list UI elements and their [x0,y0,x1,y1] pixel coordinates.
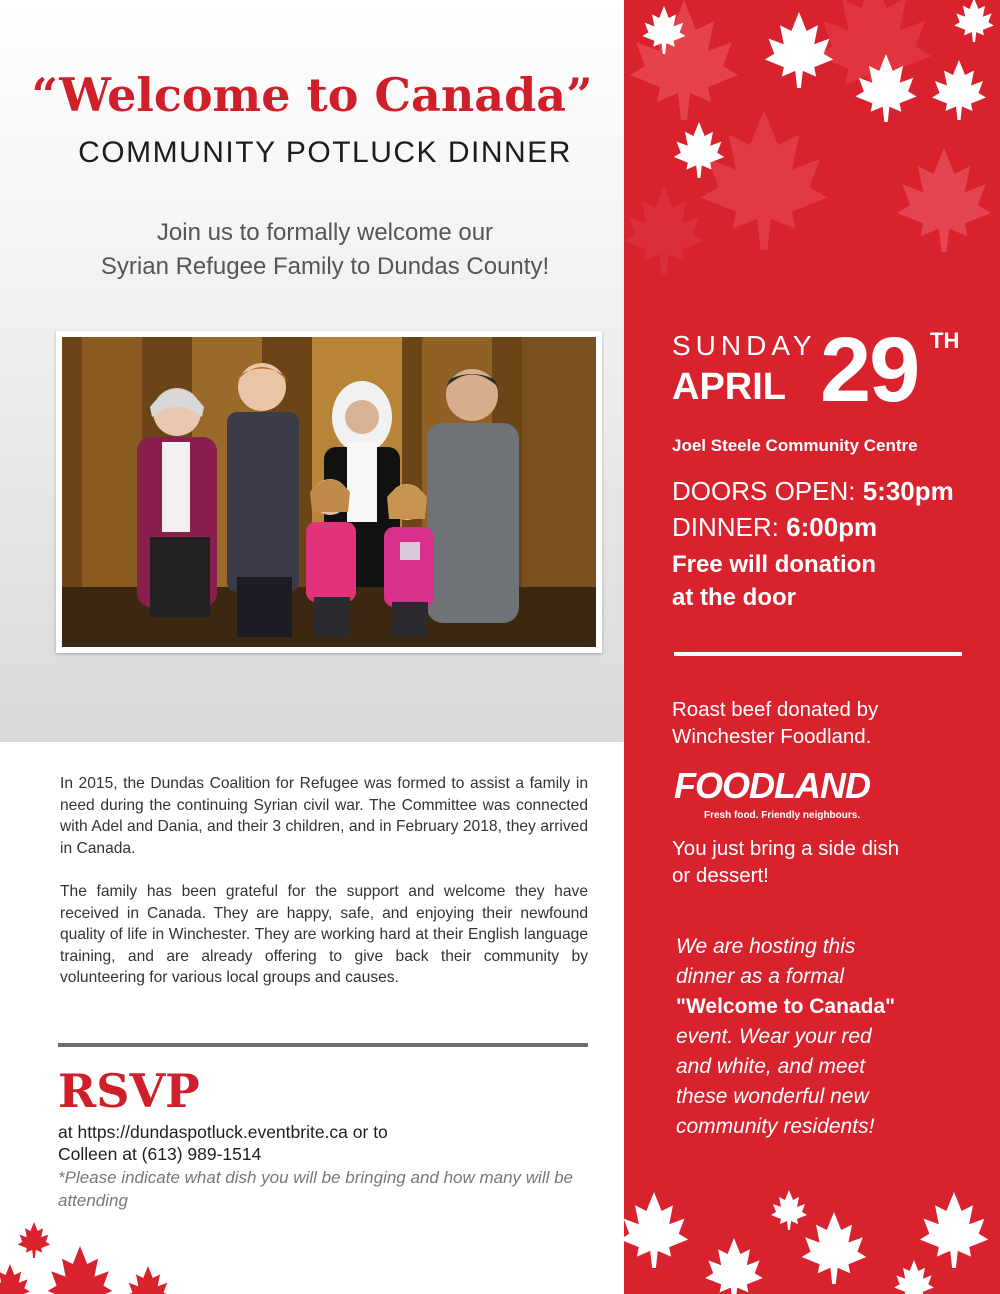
family-photo-illustration [62,337,596,647]
rsvp-link-line[interactable]: at https://dundaspotluck.eventbrite.ca or to [58,1122,388,1142]
hosting-text [676,932,976,1142]
event-day-suffix: TH [930,328,960,353]
hosting-line-1: We are hosting this [676,935,856,958]
bring-line-1: You just bring a side dish [672,837,900,860]
maple-leaf-decoration-top [624,0,1000,320]
hosting-line-2: dinner as a formal [676,965,845,988]
dinner-line [672,512,877,543]
doors-open-label: DOORS OPEN: [672,476,856,506]
divider-right [674,652,962,656]
doors-open-line [672,476,954,507]
story-text [60,773,588,989]
maple-leaf-decoration-bottom [624,1170,1000,1294]
dinner-time: 6:00pm [786,512,878,542]
family-photo [56,331,602,653]
right-column [624,0,1000,1294]
foodland-tagline: Fresh food. Friendly neighbours. [704,810,861,821]
page-title: “Welcome to Canada” [31,68,593,122]
event-day: 29 [820,319,919,421]
story-paragraph-1: In 2015, the Dundas Coalition for Refugee was formed to assist a family in need during the continuing Syrian civil war. The Committee was connected with Adel and Dania, and their 3 children, and in February 2018, they arrived in Canada. [60,775,588,857]
maple-leaf-decoration-left [0,1210,624,1294]
hosting-highlight: "Welcome to Canada" [676,995,896,1018]
doors-open-time: 5:30pm [862,476,954,506]
bring-text [672,835,982,889]
hosting-line-3: event. Wear your red [676,1025,872,1048]
hosting-line-5: these wonderful new [676,1085,869,1108]
donation-line-2: at the door [672,584,796,611]
story-paragraph-2: The family has been grateful for the support and welcome they have received in Canada. They are happy, safe, and enjoying their newfound quality of life in Winchester. They are working hard at their English language training, and are already offering to give back their community by volunteering for various local groups and causes. [60,883,588,986]
divider [58,1043,588,1047]
rsvp-note: *Please indicate what dish you will be bringing and how many will be attending [58,1168,574,1210]
page-subtitle: COMMUNITY POTLUCK DINNER [78,136,572,169]
event-month: APRIL [672,366,786,408]
intro-line-2: Syrian Refugee Family to Dundas County! [100,253,550,280]
rsvp-phone-line[interactable]: Colleen at (613) 989-1514 [58,1144,262,1164]
rsvp-title: RSVP [58,1064,200,1118]
event-weekday: SUNDAY [672,330,817,361]
sponsor-text [672,696,982,750]
hosting-line-6: community residents! [676,1115,875,1138]
bring-line-2: or dessert! [672,864,769,887]
donation-line-1: Free will donation [672,551,877,578]
sponsor-line-2: Winchester Foodland. [672,725,872,748]
event-venue: Joel Steele Community Centre [672,436,918,455]
dinner-label: DINNER: [672,512,779,542]
sponsor-line-1: Roast beef donated by [672,698,879,721]
intro-line-1: Join us to formally welcome our [156,219,494,246]
intro-text [0,216,650,284]
donation-text [672,548,876,614]
foodland-logo: FOODLAND [674,765,870,806]
hosting-line-4: and white, and meet [676,1055,866,1078]
family-photo-image [62,337,596,647]
